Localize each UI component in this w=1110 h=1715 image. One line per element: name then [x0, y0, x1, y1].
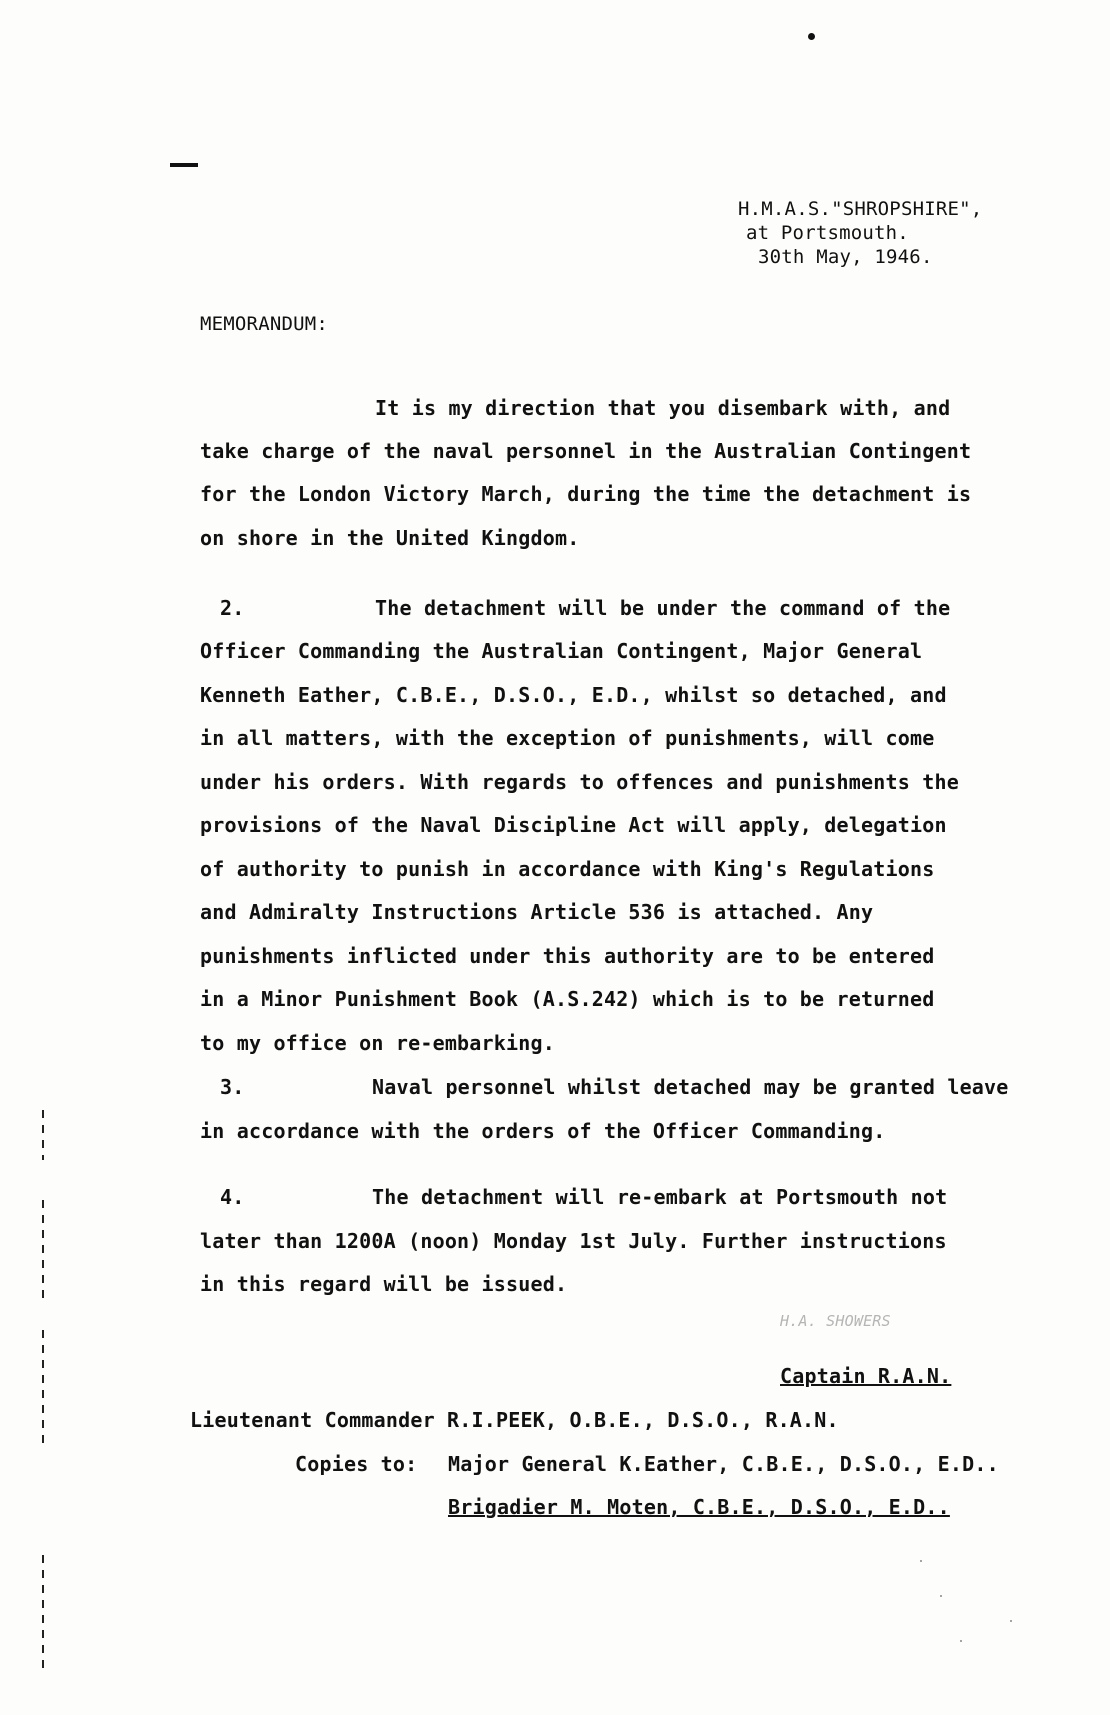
- para2-line: in all matters, with the exception of punishments, will come: [200, 726, 935, 750]
- binding-holes-middle: [42, 1200, 44, 1300]
- para2-line: of authority to punish in accordance with King's Regulations: [200, 857, 935, 881]
- letterhead-date: 30th May, 1946.: [758, 246, 933, 268]
- para2-line: provisions of the Naval Discipline Act will apply, delegation: [200, 813, 947, 837]
- signature-title: Captain R.A.N.: [780, 1364, 952, 1388]
- ink-dot: [808, 33, 815, 40]
- paper-speck: [940, 1595, 942, 1597]
- para2-line: in a Minor Punishment Book (A.S.242) which is to be returned: [200, 987, 935, 1011]
- addressee: Lieutenant Commander R.I.PEEK, O.B.E., D.S.O., R.A.N.: [190, 1408, 839, 1432]
- para2-number: 2.: [220, 596, 245, 620]
- para2-line: The detachment will be under the command of the: [375, 596, 951, 620]
- para2-line: to my office on re-embarking.: [200, 1031, 555, 1055]
- para4-line: The detachment will re-embark at Portsmouth not: [372, 1185, 948, 1209]
- paper-speck: [960, 1640, 962, 1642]
- para3-line: in accordance with the orders of the Officer Commanding.: [200, 1119, 886, 1143]
- para1-line: for the London Victory March, during the time the detachment is: [200, 482, 972, 506]
- para2-line: Kenneth Eather, C.B.E., D.S.O., E.D., whilst so detached, and: [200, 683, 947, 707]
- letterhead-location: at Portsmouth.: [746, 222, 909, 244]
- faint-signature-name: H.A. SHOWERS: [780, 1312, 891, 1330]
- para4-line: later than 1200A (noon) Monday 1st July. Further instructions: [200, 1229, 947, 1253]
- para1-line: take charge of the naval personnel in the Australian Contingent: [200, 439, 972, 463]
- para1-line: on shore in the United Kingdom.: [200, 526, 580, 550]
- para4-number: 4.: [220, 1185, 245, 1209]
- copies-recipient: Brigadier M. Moten, C.B.E., D.S.O., E.D..: [448, 1495, 950, 1519]
- para4-line: in this regard will be issued.: [200, 1272, 568, 1296]
- binding-holes-bottom: [42, 1555, 44, 1675]
- memo-heading: MEMORANDUM:: [200, 313, 329, 335]
- para2-line: punishments inflicted under this authority are to be entered: [200, 944, 935, 968]
- copies-label: Copies to:: [295, 1452, 418, 1476]
- copies-recipient: Major General K.Eather, C.B.E., D.S.O., E.D..: [448, 1452, 999, 1476]
- para2-line: under his orders. With regards to offences and punishments the: [200, 770, 959, 794]
- paper-speck: [920, 1560, 922, 1562]
- para1-line: It is my direction that you disembark with, and: [375, 396, 951, 420]
- binding-holes-top: [42, 1110, 44, 1160]
- para2-line: and Admiralty Instructions Article 536 is attached. Any: [200, 900, 874, 924]
- margin-dash: [170, 163, 198, 167]
- binding-holes-lower: [42, 1330, 44, 1450]
- para2-line: Officer Commanding the Australian Contingent, Major General: [200, 639, 923, 663]
- letterhead-ship: H.M.A.S."SHROPSHIRE",: [738, 198, 983, 220]
- para3-line: Naval personnel whilst detached may be granted leave: [372, 1075, 1009, 1099]
- para3-number: 3.: [220, 1075, 245, 1099]
- paper-speck: [1010, 1620, 1012, 1622]
